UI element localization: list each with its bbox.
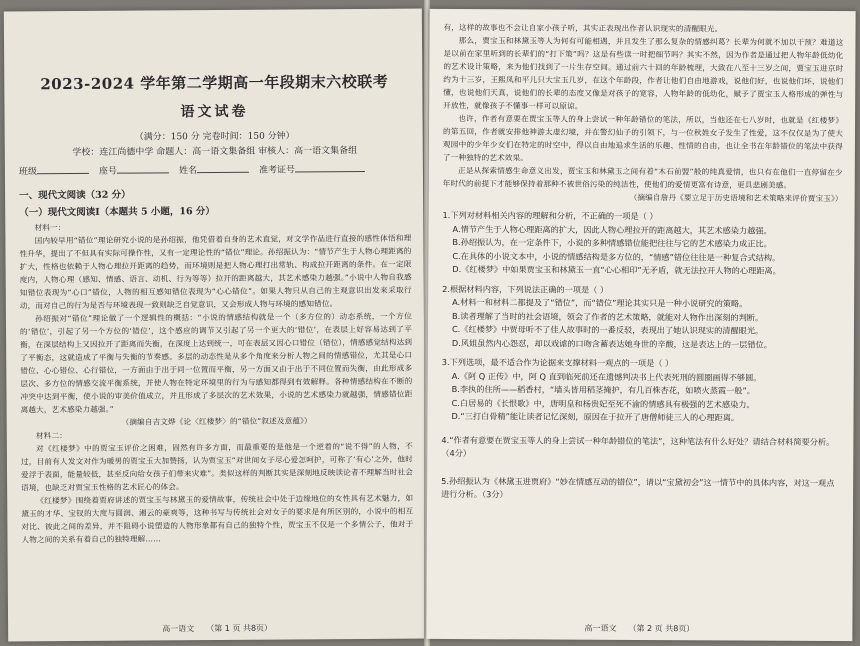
passage-citation: （摘编自詹丹《要立足于历史语境和艺术策略来评价贾宝玉》） <box>629 192 843 204</box>
answer-option: B.孙绍振认为，在一定条件下，小说的多种情感错位能把往往与它的艺术感染力成正比。 <box>452 237 772 249</box>
answer-option: C.在具体的小说文本中，小说的情感结构是多方位的，“情感”错位往往是一种复合式结构。 <box>452 250 781 263</box>
field-name: 姓名 <box>179 163 249 176</box>
question-stem: 3.下列选项，最不适合作为论据来支撑材料一观点的一项是（ ） <box>441 356 674 369</box>
passage-paragraph: 孙绍振对“错位”理论做了一个逻辑性的概括：“小说的情感结构就是一个（多方位的）动态系统，一个方位的‘错位’，引起了另一个方位的‘错位’，这个感应的调节又引起了另一个更大的‘错位’，在表层上好容易达到了平衡，在深层结构上又因拉开了距离而失衡，在深度上达到统一，可在表层又因心口错位（错位），情感感觉结构达到了平衡态，这就造成了平衡与失衡的节奏感。多层的动态性是从多个角度来分析人物之间的情感错位，尤其是心口错位、心心错位、心行错位，一方面由于出于同一位置而平衡，另一方面又由于出于不同位置而失衡，由此形成多层次、多方位的情感交流平衡系统，并使人物在特定环境里的行为与感知都得到有效解释。各种情感结构在不断的冲突中达到平衡，使小说的审美价值成立，并且形成了多层次的艺术效果，小说的艺术感染力就越强，情感错位距离越大，艺术感染力越强。” <box>20 311 413 415</box>
answer-option: A.材料一和材料二都提及了“错位”，而“错位”理论其实只是一种小说研究的策略。 <box>452 297 748 309</box>
answer-option: C.《红楼梦》中贾母听不了佳人故事时的一番反驳，表现出了她认识现实的清醒眼光。 <box>451 324 764 336</box>
answer-option: C.白居易的《长恨歌》中，唐明皇和杨贵妃至死不渝的情感具有极强的艺术感染力。 <box>451 397 755 410</box>
material-label: 材料二： <box>35 431 67 441</box>
answer-option: A.《阿 Q 正传》中，阿 Q 直到临死前还在遗憾判决书上代表死刑的圆圈画得不够圆。 <box>451 370 762 383</box>
question-stem: 5.孙绍振认为《林黛玉进贾府》“妙在情感互动的错位”，请以“宝黛初会”这一情节中的具体内容，对这一观点进行分析。（3分） <box>441 475 835 500</box>
passage-paragraph: 正是从探索情感生命意义出发，贾宝玉和林黛玉之间有着“木石前盟”般的纯真爱情，也只有在他们一直停留在少年时代的前提下才能够保持着那种不被世俗污染的纯洁性，使他们的爱情更富有诗意，更具悲剧美感。 <box>442 166 843 190</box>
exam-page-2 <box>426 9 855 641</box>
answer-option: B.读者理解了当时的社会语境，领会了作者的艺术策略，就能对人物作出深刻的判断。 <box>452 310 764 323</box>
question-stem: 4.“作者有意要在贾宝玉等人的身上尝试一种年龄错位的笔法”，这种笔法有什么好处？请结合材料简要分析。（4分） <box>441 434 835 459</box>
subsection-heading: （一）现代文阅读Ⅰ（本题共 5 小题，16 分） <box>19 205 215 219</box>
answer-option: A.情节产生于人物心理距离的扩大，因此人物心理拉开的距离越大，其艺术感染力越强。 <box>452 223 772 236</box>
passage-paragraph: 也许，作者有意要在贾宝玉等人的身上尝试一种年龄错位的笔法，所以，当他还在七八岁时，也就是《红楼梦》的第五回，作者就安排他神游太虚幻境，并在警幻仙子的引领下，与一位秋姓女子发生了性爱，这不仅仅是为了使大观园中的少年少女们在特定的时空中，得以自由地追求生活的乐趣、性情的自由，也让全书在年龄错位的笔法中获得了一种独特的艺术效果。 <box>442 114 844 163</box>
passage-paragraph: 有，这样的故事也不会让自家小孩子听，其实正表现出作者认识现实的清醒眼光。 <box>443 22 723 34</box>
passage-paragraph: 《红楼梦》围绕着贾府讲述的贾宝玉与林黛玉的爱情故事，传统社会中处于边缘地位的女性具有艺术魅力，如黛玉的才华、宝钗的大度与圆润、湘云的豪爽等，这种书写与传统社会对女子的要求是有所区别的，小说中的相互对比、彼此之间的差异，并不阻碍小说塑造的人物形象都有自己的独特个性，贾宝玉不仅是一个多情公子，他对于人物之间的关系有着自己的独特理解…… <box>21 493 414 545</box>
answer-option: B.李执的住所——稻香村，“墙头皆用稻茎掩护，有几百株杏花，如喷火蒸霞一般”。 <box>451 384 755 396</box>
exam-info: （满分：150 分 完卷时间：150 分钟） <box>134 131 295 143</box>
field-class: 班级 <box>19 164 89 177</box>
exam-page-1 <box>4 9 426 642</box>
section-heading: 一、现代文阅读（32 分） <box>19 189 131 202</box>
passage-paragraph: 对《红楼梦》中的贾宝玉评价之困难，固然有许多方面，而最重要的是他是一个逆着的“说不得”的人物，不过，目前有人发文对作为暖男的贾宝玉大加赞扬，认为贾宝玉“对世间女子尽心爱怎呵护，可称了‘有心’之外，他时爱浮于表面，能量较低，甚至反向给女孩子们带来灾难”。类似这样的判断其实是深刻地反映读论者不理解当时社会语境，也缺乏对贾宝玉性格的艺术匠心的体会。 <box>20 441 414 493</box>
field-exam-number: 准考证号 <box>259 162 365 176</box>
passage-citation: （摘编自吉文烨《论〈红楼梦〉的“错位”叙述及意蕴》） <box>121 416 312 427</box>
student-fields <box>19 162 411 178</box>
answer-option: D.风姐虽然内心怨怼，却以戏谑的口吻含蓄表达她身世的辛酸，这是表达上的一层错位。 <box>451 337 772 350</box>
question-stem: 1.下列对材料相关内容的理解和分析，不正确的一项是（ ） <box>442 209 658 222</box>
passage-paragraph: 那么，贾宝玉和林黛玉等人为何有可能相遇，并且发生了那么复杂的情感纠葛？长辈为何就不加以干预？难道这是以前在家里听到的长辈们的“打下策”吗？这是有些读一时把细节吗？其实不然，因为作者是通过把人物年龄低幼化的艺术设计策略，来为他们找到了一片生存空间。通过前六十回的年龄梳理，大致在八至十三岁之间，贾宝玉进京时约为十三岁，王熙凤和平儿只大宝玉几岁，在这个年龄段，作者让他们自由地游戏，说他们好，也说他们坏，说他们懂，也说他们天真，说他们的长辈的态度又像是对孩子的宽容，人物年龄的低幼化，赋予了贾宝玉人格形成的弹性与开放性，就像孩子不懂事一样可以原谅。 <box>443 36 844 111</box>
exam-title: 2023-2024 学年第二学期高一年段期末六校联考 <box>40 72 389 94</box>
passage-paragraph: 国内较早用“错位”理论研究小说的是孙绍振，他凭借着自身的艺术直觉，对文学作品进行直接的感性体悟和理性升华，提出了不但具有实际可操作性，又有一定理论性的“错位”理论。孙绍振认为：“情节产生于人物心理距离的扩大，性格也依赖于人物心理拉开距离的趋势，而环境则是把人物心理打出常轨、构成拉开距离的条件。在一定限度内，人物心理（感知、情感、语言、动机、行为等等）拉开的距离越大，其艺术感染力越强。”小说中人物自我感知错位表现为“心口”错位，人物的相互感知错位表现为“心心错位”。如果人物只从自己的主观意识出发来采取行动，而对自己的行为是否与环境表现一致则缺乏自觉意识，又会形成人物与环境的感知错位。 <box>19 233 412 311</box>
field-seat: 座号 <box>99 163 169 176</box>
page-footer: 高一语文 （第 1 页 共8页） <box>162 623 273 634</box>
page-footer: 高一语文 （第 2 页 共8页） <box>584 623 695 634</box>
exam-subtitle: 语文试卷 <box>180 103 249 121</box>
question-stem: 2.根据材料内容，下列说法正确的一项是（ ） <box>442 283 609 295</box>
answer-option: D.“三打白骨精”能让读者记忆深刻，原因在于拉开了唐僧师徒三人的心理距离。 <box>451 411 740 423</box>
material-label: 材料一： <box>34 223 66 233</box>
answer-option: D.《红楼梦》中如果贾宝玉和林黛玉一直“心心相印”无矛盾，就无法拉开人物的心理距离。 <box>452 264 781 276</box>
school-info: 学校：连江尚德中学 命题人：高一语文集备组 审核人：高一语文集备组 <box>72 146 358 158</box>
